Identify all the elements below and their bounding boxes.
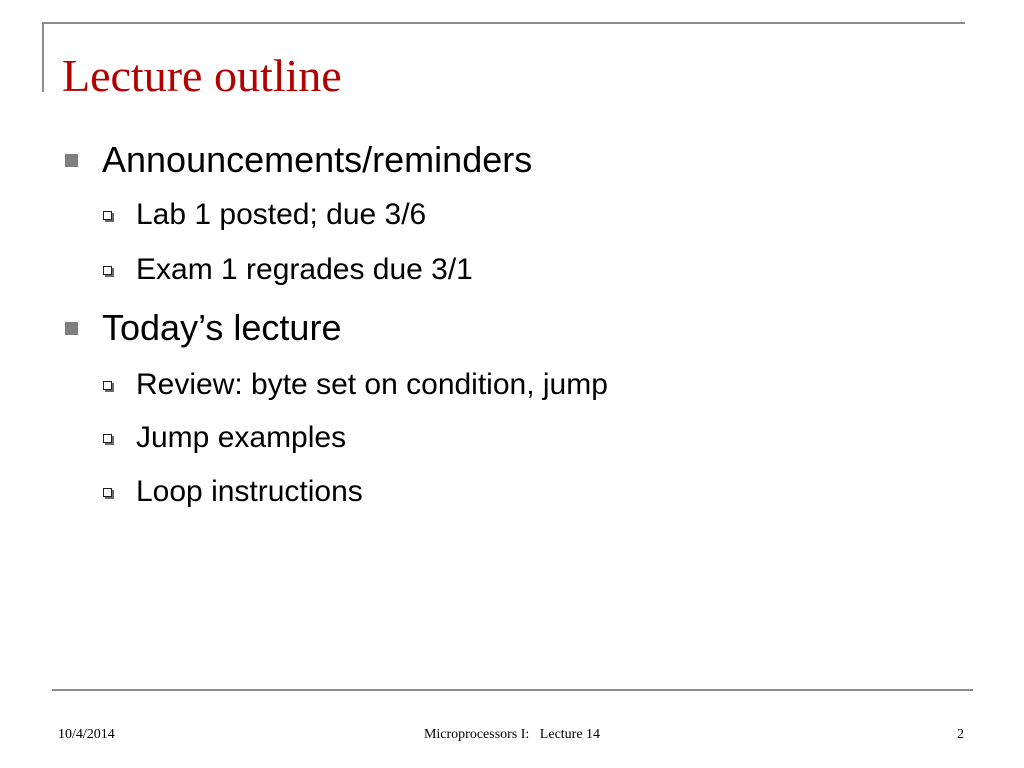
sub-item-label: Jump examples <box>136 421 347 454</box>
square-bullet-icon <box>65 154 78 167</box>
sub-item-review <box>102 366 608 404</box>
slide-title: Lecture outline <box>62 50 342 101</box>
outline-item-label: Today’s lecture <box>102 307 342 348</box>
hollow-square-bullet-icon <box>103 266 112 275</box>
sub-item-label: Lab 1 posted; due 3/6 <box>136 198 427 231</box>
square-bullet-icon <box>65 322 78 335</box>
footer-divider <box>52 689 973 691</box>
outline-item-todays-lecture <box>62 306 341 350</box>
sub-item-loop-instructions <box>102 473 363 511</box>
sub-item-lab-1 <box>102 196 426 234</box>
footer-page-number: 2 <box>957 727 964 742</box>
outline-item-announcements <box>62 138 532 182</box>
hollow-square-bullet-icon <box>103 381 112 390</box>
footer-date: 10/4/2014 <box>58 727 115 742</box>
hollow-square-bullet-icon <box>103 488 112 497</box>
sub-item-label: Review: byte set on condition, jump <box>136 368 608 401</box>
hollow-square-bullet-icon <box>103 211 112 220</box>
sub-item-label: Loop instructions <box>136 475 363 508</box>
outline-item-label: Announcements/reminders <box>102 139 533 180</box>
hollow-square-bullet-icon <box>103 434 112 443</box>
sub-item-label: Exam 1 regrades due 3/1 <box>136 253 473 286</box>
sub-item-exam-1-regrades <box>102 251 473 289</box>
sub-item-jump-examples <box>102 419 346 457</box>
footer-course-title: Microprocessors I: Lecture 14 <box>423 727 601 742</box>
